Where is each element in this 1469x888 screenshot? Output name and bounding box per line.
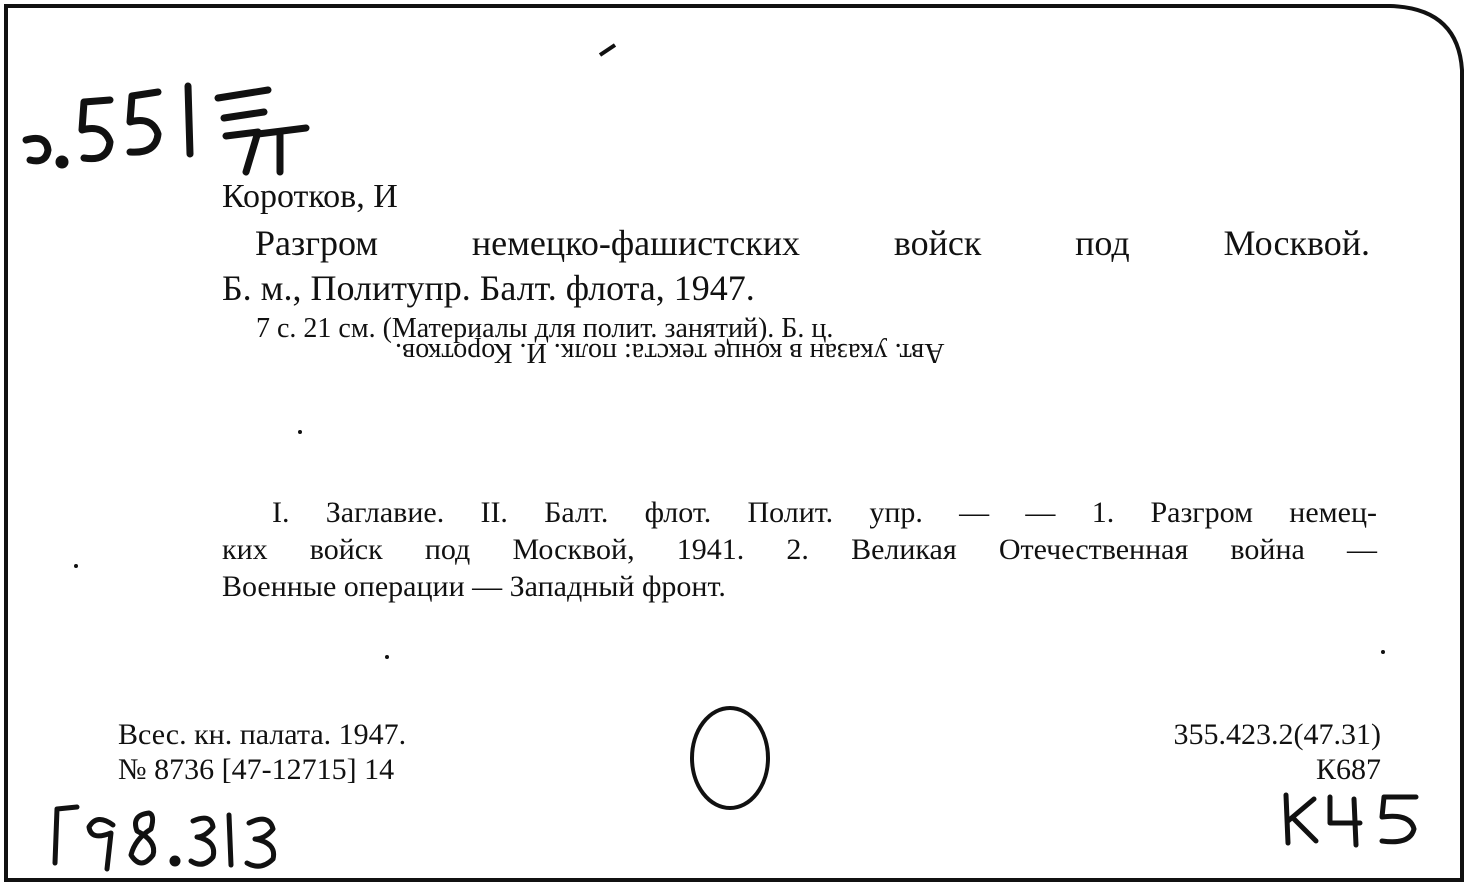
author-heading: Коротков, И xyxy=(222,178,398,215)
handwritten-author-mark xyxy=(1280,785,1430,855)
title-line-1: Разгром немецко-фашистских войск под Москвой. xyxy=(255,223,1370,263)
publisher-line-2: № 8736 [47-12715] 14 xyxy=(118,753,395,786)
punch-hole xyxy=(692,708,768,808)
subject-line-3: Военные операции — Западный фронт. xyxy=(222,570,726,603)
classification-code: 355.423.2(47.31) xyxy=(1173,718,1381,751)
physical-description: 7 с. 21 см. (Материалы для полит. занятий). Б. ц. xyxy=(256,313,834,344)
handwritten-shelf-mark-top xyxy=(18,72,328,182)
publisher-line-1: Всес. кн. палата. 1947. xyxy=(118,718,407,751)
author-mark-code: К687 xyxy=(1315,753,1381,786)
subject-line-2: ких войск под Москвой, 1941. 2. Великая Отечественная война — xyxy=(222,533,1377,566)
inverted-author-note: Авт. указан в конце текста: полк. И. Коротков. xyxy=(395,337,945,368)
handwritten-shelf-mark-bottom xyxy=(45,795,315,875)
title-line-2: Б. м., Политупр. Балт. флота, 1947. xyxy=(222,268,755,308)
subject-line-1: I. Заглавие. II. Балт. флот. Полит. упр. — — 1. Разгром немец- xyxy=(272,496,1377,529)
